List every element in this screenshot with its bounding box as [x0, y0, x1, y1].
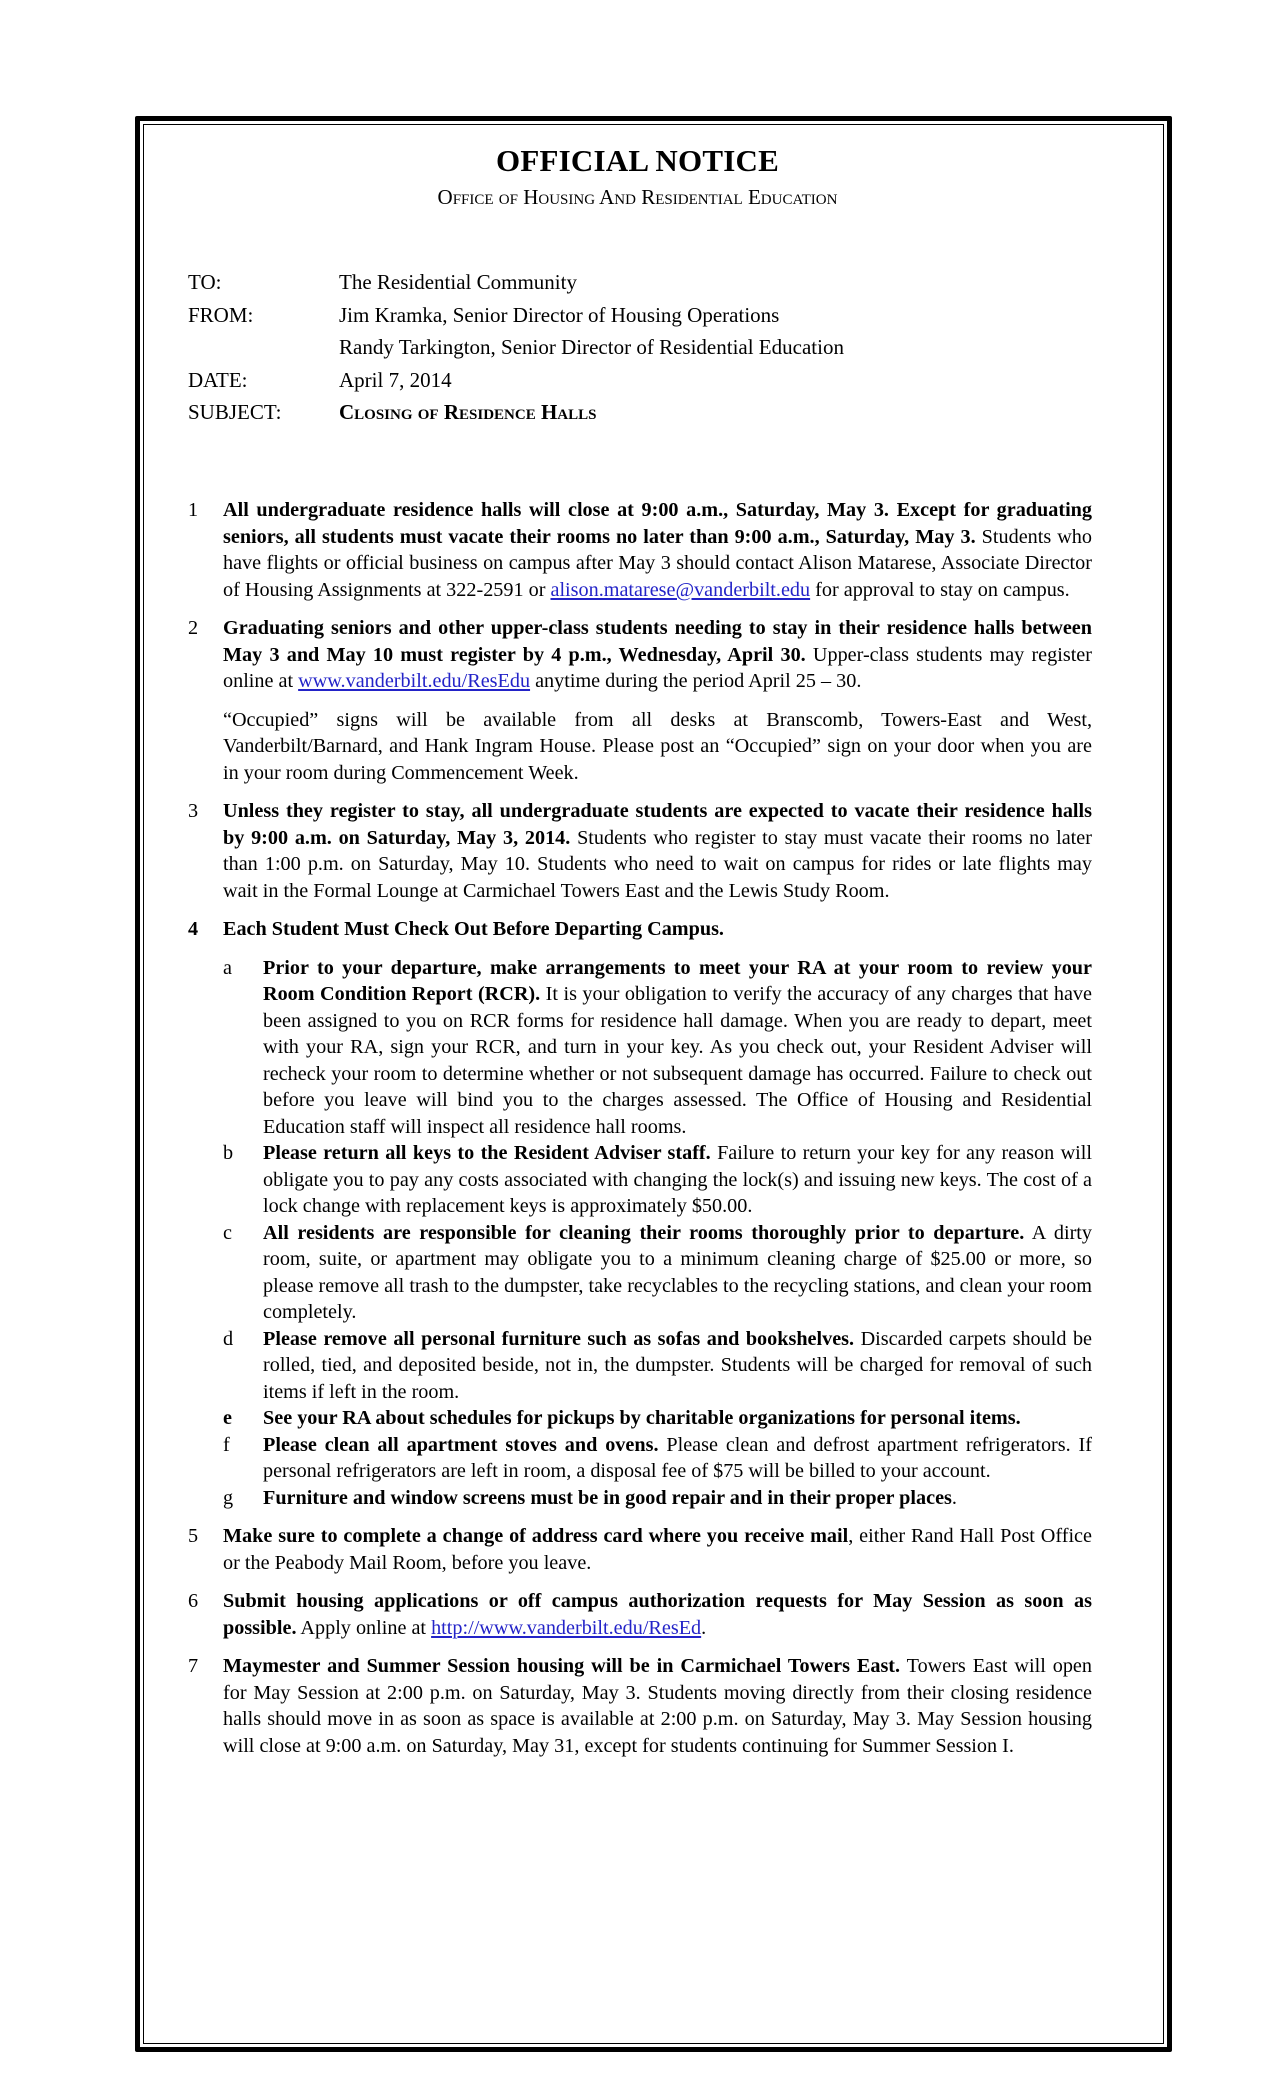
sub-item-g — [223, 1485, 1092, 1512]
email-link[interactable]: alison.matarese@vanderbilt.edu — [550, 578, 811, 601]
memo-to-row — [188, 266, 844, 299]
sub-item-letter: d — [223, 1327, 234, 1350]
item-bold-text: Submit housing applications or off campus authorization requests for May Session as soon as possible. — [223, 1590, 1092, 1639]
memo-from-value-1: Jim Kramka, Senior Director of Housing Operations — [339, 302, 780, 327]
memo-from-value-2: Randy Tarkington, Senior Director of Residential Education — [339, 335, 844, 359]
checkout-sublist — [223, 955, 1092, 1512]
item-number: 2 — [188, 617, 199, 639]
item-number: 3 — [188, 800, 199, 822]
list-item-3 — [188, 798, 1092, 904]
notice-subtitle: Office of Housing And Residential Education — [437, 185, 838, 209]
item-content — [223, 615, 1092, 786]
sub-item-text: A dirty room, suite, or apartment may obligate you to a minimum cleaning charge of $25.00 or more, so please remove all trash to the dumpster, take recyclables to the recycling stations, and clean your room completely. — [263, 1221, 1093, 1323]
sub-item-a — [223, 955, 1092, 1141]
memo-from-row-2 — [188, 331, 844, 364]
memo-spacer — [188, 331, 339, 364]
notice-body — [188, 497, 1092, 1771]
item-bold-text: Unless they register to stay, all undergraduate students are expected to vacate their residence halls by 9:00 a.m. on Saturday, May 3, 2014. — [223, 800, 1092, 849]
resed-link[interactable]: http://www.vanderbilt.edu/ResEd — [431, 1616, 702, 1639]
item-number: 1 — [188, 499, 199, 521]
memo-subject-label: SUBJECT: — [188, 400, 282, 424]
list-item-6 — [188, 1588, 1092, 1641]
sub-item-d — [223, 1326, 1092, 1406]
list-item-1 — [188, 497, 1092, 603]
memo-from-label: FROM: — [188, 302, 254, 327]
notice-title: OFFICIAL NOTICE — [496, 143, 779, 178]
sub-item-letter: f — [223, 1433, 230, 1456]
sub-item-text: Discarded carpets should be rolled, tied, and deposited beside, not in, the dumpster. Students will be charged for removal of such items if left in the room. — [263, 1327, 1092, 1403]
item-bold-text: Each Student Must Check Out Before Departing Campus. — [223, 918, 724, 940]
item-number: 7 — [188, 1655, 199, 1677]
item-text: Apply online at — [296, 1616, 432, 1639]
sub-item-f — [223, 1432, 1092, 1485]
item-content — [223, 497, 1092, 603]
sub-item-text: . — [951, 1486, 957, 1509]
item-bold-text: Maymester and Summer Session housing will be in Carmichael Towers East. — [223, 1655, 901, 1677]
sub-item-c — [223, 1220, 1092, 1326]
item-text-after: . — [701, 1616, 707, 1639]
item-text: Students who have flights or official business on campus after May 3 should contact Alison Matarese, Associate Director of Housing Assignments at 322-2591 or — [223, 525, 1092, 601]
item-bold-text: Make sure to complete a change of address card where you receive mail — [223, 1525, 849, 1547]
list-item-4 — [188, 916, 1092, 1511]
sub-item-text: Please clean and defrost apartment refrigerators. If personal refrigerators are left in room, a disposal fee of $75 will be billed to your account. — [263, 1433, 1092, 1482]
sub-item-letter: e — [223, 1407, 232, 1429]
item-paragraph-2: “Occupied” signs will be available from all desks at Branscomb, Towers-East and West, Vanderbilt/Barnard, and Hank Ingram House. Please post an “Occupied” sign on your door when you are in your room during Commencement Week. — [223, 708, 1092, 784]
item-text: Students who register to stay must vacate their rooms no later than 1:00 p.m. on Saturday, May 10. Students who need to wait on campus for rides or late flights may wait in the Formal Lounge at Carmichael Towers East and the Lewis Study Room. — [223, 826, 1092, 902]
item-content — [223, 1588, 1092, 1641]
sub-item-text: Failure to return your key for any reason will obligate you to pay any costs associated with changing the lock(s) and issuing new keys. The cost of a lock change with replacement keys is approximately $50.00. — [263, 1142, 1092, 1217]
item-bold-text: Graduating seniors and other upper-class students needing to stay in their residence halls between May 3 and May 10 must register by 4 p.m., Wednesday, April 30. — [223, 617, 1092, 666]
sub-item-letter: c — [223, 1221, 232, 1244]
item-content — [223, 1653, 1092, 1759]
sub-item-bold-text: All residents are responsible for cleaning their rooms thoroughly prior to departure. — [263, 1221, 1025, 1244]
item-text: Towers East will open for May Session at 2:00 p.m. on Saturday, May 3. Students moving directly from their closing residence halls should move in as soon as space is available at 2:00 p.m. on Saturday, May 3. May Session housing will close at 9:00 a.m. on Saturday, May 31, except for students continuing for Summer Session I. — [223, 1655, 1092, 1757]
memo-header — [188, 266, 844, 429]
memo-to-label: TO: — [188, 270, 222, 294]
item-text-after: for approval to stay on campus. — [810, 578, 1070, 601]
list-item-7 — [188, 1653, 1092, 1759]
item-text: , either Rand Hall Post Office or the Peabody Mail Room, before you leave. — [223, 1525, 1092, 1574]
item-content — [223, 916, 1092, 1511]
item-number: 5 — [188, 1525, 199, 1547]
sub-item-e — [223, 1405, 1092, 1432]
item-number: 4 — [188, 918, 199, 940]
sub-item-letter: b — [223, 1142, 234, 1164]
item-number: 6 — [188, 1590, 199, 1612]
sub-item-bold-text: See your RA about schedules for pickups by charitable organizations for personal items. — [263, 1407, 1021, 1429]
sub-item-bold-text: Please return all keys to the Resident Adviser staff. — [263, 1142, 711, 1164]
memo-date-value: April 7, 2014 — [339, 367, 452, 392]
list-item-2 — [188, 615, 1092, 786]
sub-item-bold-text: Furniture and window screens must be in good repair and in their proper places — [263, 1486, 952, 1509]
memo-subject-row — [188, 396, 844, 429]
sub-item-letter: a — [223, 956, 232, 979]
memo-to-value: The Residential Community — [339, 270, 577, 294]
sub-item-letter: g — [223, 1486, 234, 1509]
sub-item-bold-text: Please clean all apartment stoves and ovens. — [263, 1433, 659, 1456]
item-text-after: anytime during the period April 25 – 30. — [530, 670, 862, 692]
memo-subject-value: Closing of Residence Halls — [339, 400, 597, 424]
resedu-link[interactable]: www.vanderbilt.edu/ResEdu — [298, 670, 531, 692]
item-content — [223, 798, 1092, 904]
sub-item-b — [223, 1140, 1092, 1220]
memo-from-row — [188, 299, 844, 332]
memo-date-row — [188, 364, 844, 397]
sub-item-text: It is your obligation to verify the accuracy of any charges that have been assigned to you on RCR forms for residence hall damage. When you are ready to depart, meet with your RA, sign your RCR, and turn in your key. As you check out, your Resident Adviser will recheck your room to determine whether or not subsequent damage has occurred. Failure to check out before you leave will bind you to the charges assessed. The Office of Housing and Residential Education staff will inspect all residence hall rooms. — [263, 983, 1092, 1138]
list-item-5 — [188, 1523, 1092, 1576]
sub-item-bold-text: Please remove all personal furniture such as sofas and bookshelves. — [263, 1327, 855, 1350]
sub-item-bold-text: Prior to your departure, make arrangements to meet your RA at your room to review your Room Condition Report (RCR). — [263, 956, 1092, 1005]
memo-date-label: DATE: — [188, 367, 248, 392]
item-text: Upper-class students may register online at — [223, 643, 1092, 692]
item-content — [223, 1523, 1092, 1576]
item-bold-text: All undergraduate residence halls will close at 9:00 a.m., Saturday, May 3. Except for graduating seniors, all students must vacate their rooms no later than 9:00 a.m., Saturday, May 3. — [223, 499, 1092, 548]
